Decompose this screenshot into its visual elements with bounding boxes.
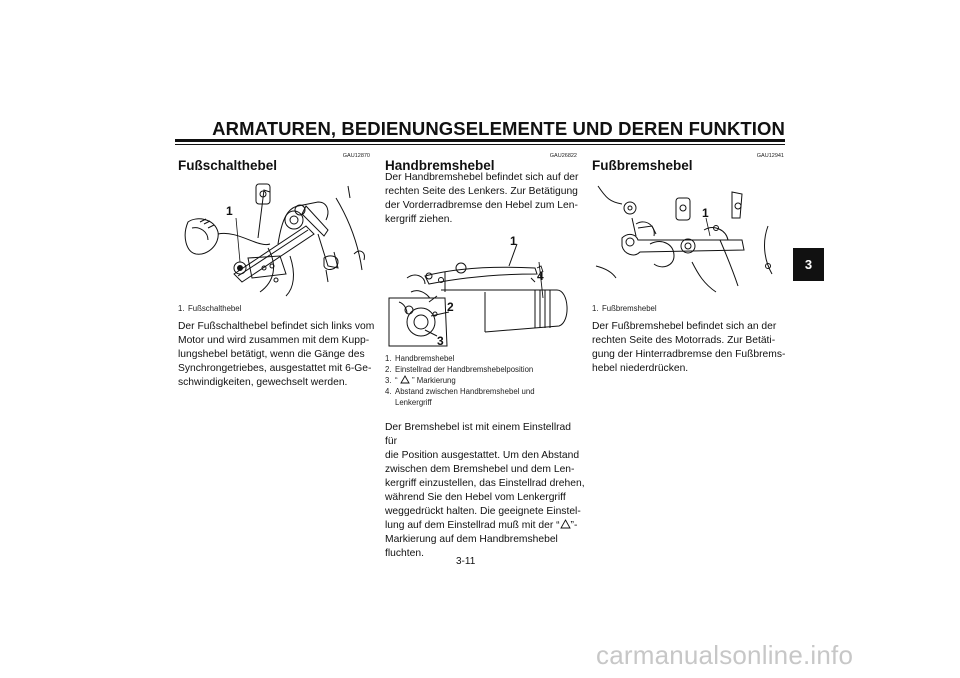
figure-caption xyxy=(592,303,782,314)
section-heading: Fußbremshebel xyxy=(592,158,693,173)
caption-item: 3. “ ” Markierung xyxy=(385,376,456,385)
figure-callout-3: 3 xyxy=(437,334,444,348)
figure-callout-1: 1 xyxy=(226,204,233,218)
section-body: Der Fußschalthebel befindet sich links vom Motor und wird zusammen mit dem Kupp- lungshebel betätigt, wenn die Gänge des Synchrongetriebes, ausgestattet mit 6-Ge- schwindigkeiten, gewechselt werden. xyxy=(178,321,375,388)
page-title: ARMATUREN, BEDIENUNGSELEMENTE UND DEREN FUNKTION xyxy=(212,118,785,139)
triangle-mark-icon xyxy=(400,375,410,384)
figure-callout-1: 1 xyxy=(510,234,517,248)
section-code: GAU12941 xyxy=(756,153,784,159)
section-body: Der Fußbremshebel befindet sich an der rechten Seite des Motorrads. Zur Betäti- gung der Hinterradbremse den Fußbrems- hebel niederdrücken. xyxy=(592,321,786,374)
figure-caption xyxy=(385,353,577,408)
section-heading: Fußschalthebel xyxy=(178,158,278,173)
figure-callout-1: 1 xyxy=(702,206,709,220)
chapter-tab: 3 xyxy=(793,248,824,281)
caption-item: 1. Handbremshebel xyxy=(385,354,455,363)
foot-brake-pedal-illustration xyxy=(592,178,784,298)
section-heading: Handbremshebel xyxy=(385,158,495,173)
section-intro: Der Handbremshebel befindet sich auf der rechten Seite des Lenkers. Zur Betätigung der Vorderradbremse den Hebel zum Len- kergriff ziehen. xyxy=(385,172,579,225)
section-code: GAU12870 xyxy=(342,153,370,159)
caption-item: 2. Einstellrad der Handbremshebelposition xyxy=(385,365,534,374)
caption-item: 1. Fußschalthebel xyxy=(178,304,242,313)
header-rule-thick xyxy=(175,139,785,142)
figure-callout-4: 4 xyxy=(537,269,544,283)
hand-brake-lever-illustration xyxy=(385,232,577,350)
section-code: GAU26822 xyxy=(549,153,577,159)
figure-caption xyxy=(178,303,368,314)
watermark: carmanualsonline.info xyxy=(596,640,854,670)
gear-shift-pedal-illustration xyxy=(178,178,370,298)
page-number: 3-11 xyxy=(456,556,476,567)
triangle-mark-icon xyxy=(560,519,571,529)
caption-item: 1. Fußbremshebel xyxy=(592,304,657,313)
figure-callout-2: 2 xyxy=(447,300,454,314)
caption-item: 4. Abstand zwischen Handbremshebel und Lenkergriff xyxy=(385,387,535,407)
section-body: Der Bremshebel ist mit einem Einstellrad für die Position ausgestattet. Um den Abstand zwischen dem Bremshebel und dem Len- kergriff einzustellen, das Einstellrad drehen, während Sie den Hebel vom Lenkergriff weggedrückt halten. Die geeignete Einstel- lung auf dem Einstellrad muß mit der “ ”- Markierung auf dem Handbremshebel fluchten. xyxy=(385,422,585,559)
header-rule-thin xyxy=(175,144,785,145)
